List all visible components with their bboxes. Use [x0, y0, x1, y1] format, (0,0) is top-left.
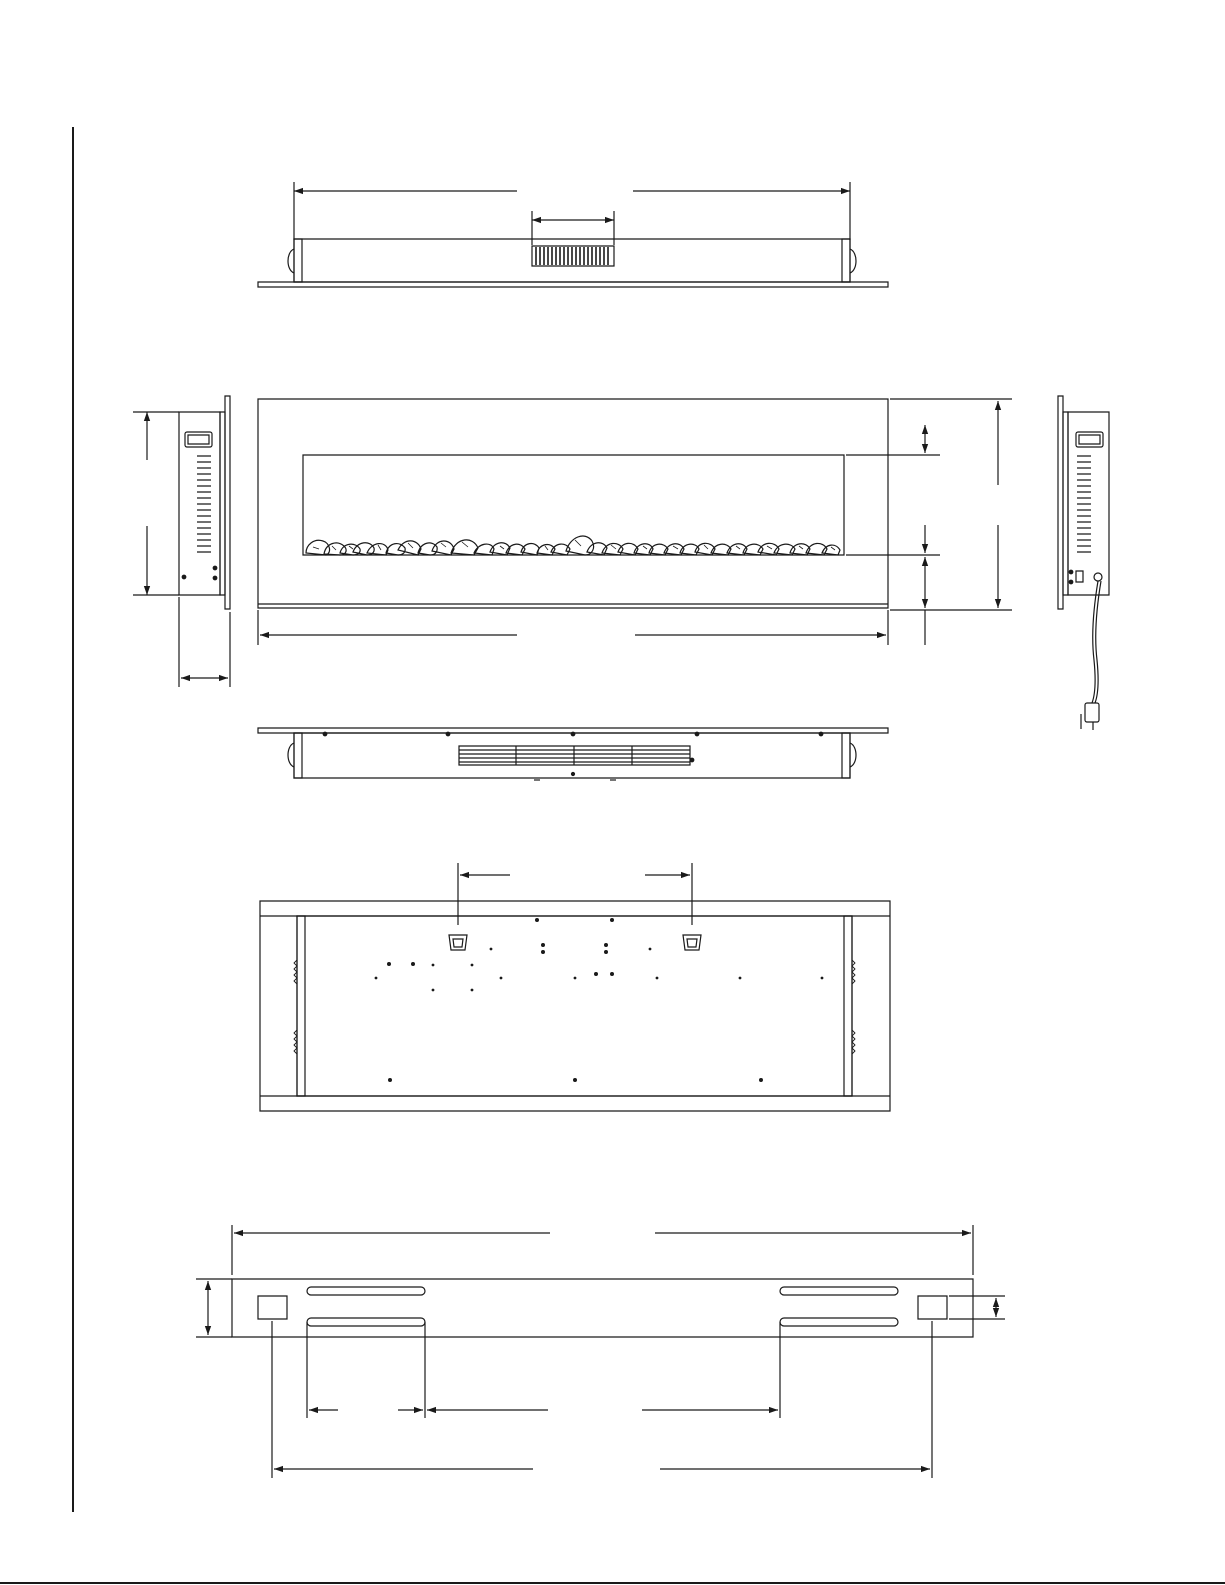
screw: [759, 1078, 763, 1082]
screw: [213, 576, 217, 580]
back-panel: [297, 916, 852, 1096]
bracket-outline: [232, 1279, 973, 1337]
screw: [535, 918, 539, 922]
top-bracket: [1076, 432, 1103, 447]
handle-right: [850, 249, 856, 273]
screw: [541, 950, 545, 954]
screw: [471, 989, 474, 992]
side-rail-left: [297, 916, 305, 1096]
screw: [1069, 570, 1073, 574]
front-view: [258, 399, 1012, 645]
handle-left: [288, 249, 294, 273]
trim-strip: [220, 412, 225, 595]
cutout-right: [918, 1296, 947, 1319]
screw: [610, 972, 614, 976]
ember-bed: [306, 536, 840, 555]
screw: [471, 964, 474, 967]
screw: [690, 758, 694, 762]
screw: [819, 732, 823, 736]
screw: [821, 977, 824, 980]
body-outline: [294, 733, 850, 778]
screw: [446, 732, 450, 736]
wall-hanger-right: [683, 935, 701, 950]
screw: [213, 566, 217, 570]
mounting-plate: [258, 282, 888, 287]
screw: [604, 943, 608, 947]
screw: [182, 575, 186, 579]
screw: [604, 950, 608, 954]
screw: [572, 773, 575, 776]
right-side-view: [1058, 396, 1109, 730]
trim-strip: [1063, 412, 1068, 595]
rear-view: [260, 863, 890, 1111]
screw: [541, 943, 545, 947]
bottom-view: [258, 728, 888, 780]
wall-hanger-left: [449, 935, 467, 950]
front-panel-edge: [225, 396, 230, 609]
slot-top-left: [307, 1287, 425, 1295]
screw: [649, 948, 652, 951]
screw: [500, 977, 503, 980]
side-flange-right: [842, 239, 850, 282]
screw: [411, 962, 415, 966]
screw: [388, 1078, 392, 1082]
handle-left: [288, 743, 294, 767]
screw: [610, 918, 614, 922]
screw: [594, 972, 598, 976]
side-rail-right: [844, 916, 852, 1096]
side-flange-right: [842, 733, 850, 778]
rear-screws: [375, 918, 824, 1082]
screw: [574, 977, 577, 980]
screw: [695, 732, 699, 736]
mounting-bracket-view: [196, 1225, 1005, 1478]
screw: [490, 948, 493, 951]
screw: [432, 989, 435, 992]
log-rocks: [306, 536, 840, 555]
screw: [656, 977, 659, 980]
handle-right: [850, 743, 856, 767]
top-bracket-inner: [188, 435, 209, 444]
bottom-vent-grille: [459, 746, 690, 765]
front-panel-edge: [1058, 396, 1063, 609]
left-side-view: [133, 396, 230, 687]
screw: [739, 977, 742, 980]
slot-top-right: [780, 1287, 898, 1295]
top-view: [258, 182, 888, 287]
slot-bottom-right: [780, 1318, 898, 1326]
screw: [1069, 580, 1073, 584]
cutout-left: [258, 1296, 287, 1319]
side-flange-left: [294, 239, 302, 282]
screw: [387, 962, 391, 966]
power-switch: [1076, 571, 1083, 582]
front-panel: [258, 399, 888, 608]
side-louvers: [1077, 456, 1091, 552]
power-cord: [1092, 581, 1098, 703]
power-plug: [1085, 703, 1099, 722]
screw: [375, 977, 378, 980]
screw: [323, 732, 327, 736]
slot-bottom-left: [307, 1318, 425, 1326]
cord-grommet: [1094, 573, 1102, 581]
top-vent-grille: [532, 246, 614, 266]
screw: [571, 732, 575, 736]
screw: [432, 964, 435, 967]
top-bracket: [185, 432, 212, 447]
screw: [573, 1078, 577, 1082]
side-flange-left: [294, 733, 302, 778]
side-louvers: [197, 456, 211, 552]
top-bracket-inner: [1079, 435, 1100, 444]
